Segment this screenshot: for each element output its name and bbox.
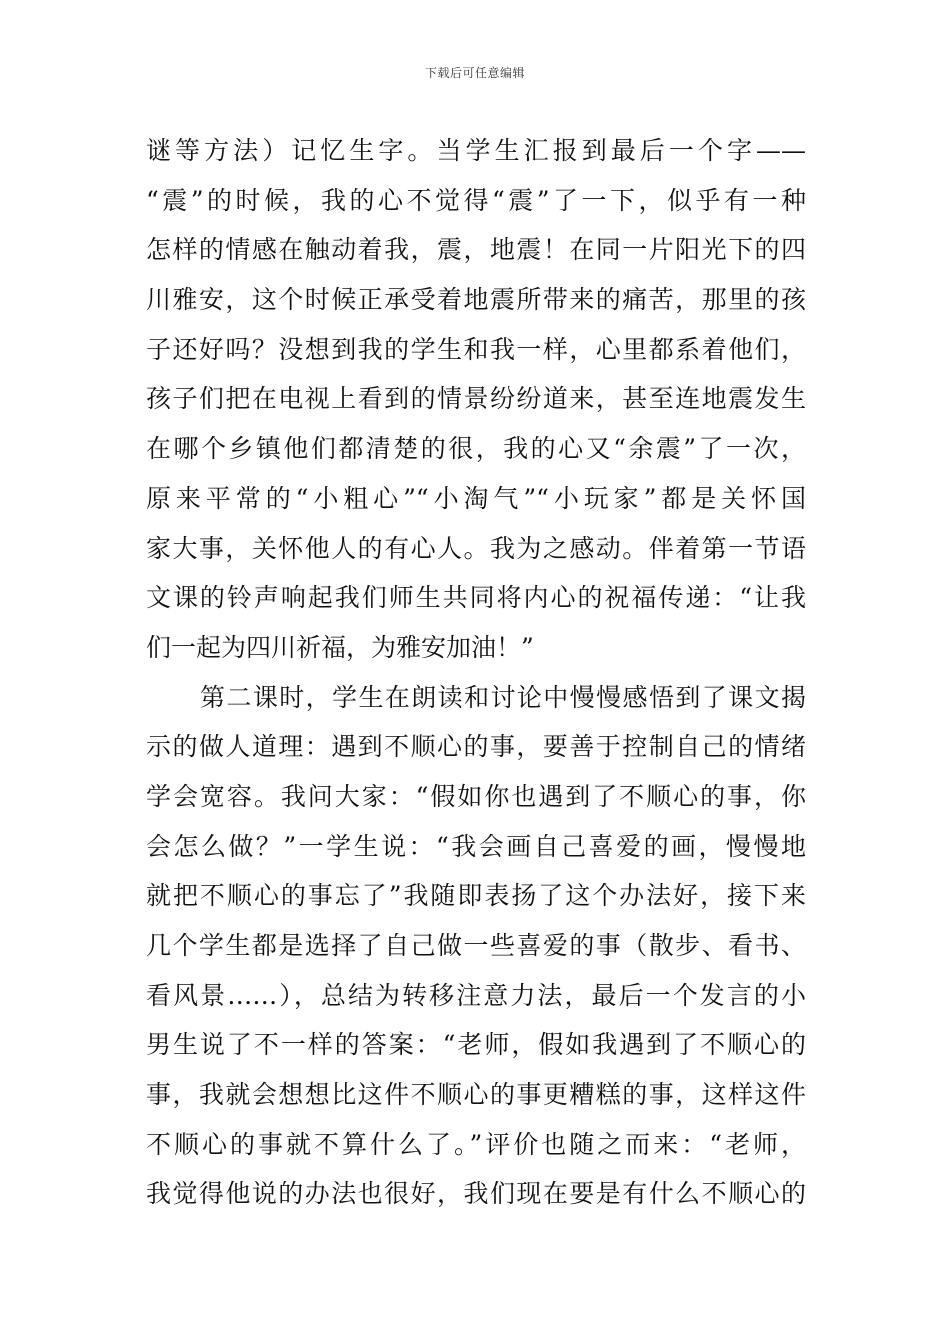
paragraph-1 [146,126,806,673]
text-line: 几个学生都是选择了自己做一些喜爱的事（散步、看书、 [146,931,806,960]
text-line: 第二课时，学生在朗读和讨论中慢慢感悟到了课文揭 [200,682,806,712]
text-line: 学会宽容。我问大家：“假如你也遇到了不顺心的事，你 [146,781,806,811]
text-line: 原来平常的“小粗心”“小淘气”“小玩家”都是关怀国 [146,483,806,513]
text-line: “震”的时候，我的心不觉得“震”了一下，似乎有一种 [146,185,806,215]
text-line: 孩子们把在电视上看到的情景纷纷道来，甚至连地震发生 [146,384,806,414]
text-line: 文课的铃声响起我们师生共同将内心的祝福传递：“让我 [146,583,806,613]
paragraph-2 [146,673,806,1220]
text-line: 我觉得他说的办法也很好，我们现在要是有什么不顺心的 [146,1179,806,1209]
text-line: 们一起为四川祈福，为雅安加油！” [146,632,534,662]
text-line: 就把不顺心的事忘了”我随即表扬了这个办法好，接下来 [146,881,806,911]
text-line: 会怎么做？”一学生说：“我会画自己喜爱的画，慢慢地 [146,831,806,861]
text-line: 家大事，关怀他人的有心人。我为之感动。伴着第一节语 [146,533,806,563]
text-line: 川雅安，这个时候正承受着地震所带来的痛苦，那里的孩 [146,285,806,315]
page-header: 下载后可任意编辑 [424,66,525,80]
text-line: 怎样的情感在触动着我，震，地震！在同一片阳光下的四 [146,235,806,265]
text-line: 示的做人道理：遇到不顺心的事，要善于控制自己的情绪 [146,732,806,762]
text-line: 看风景……），总结为转移注意力法，最后一个发言的小 [146,980,806,1010]
text-line: 不顺心的事就不算什么了。”评价也随之而来：“老师， [146,1129,806,1159]
text-line: 子还好吗？没想到我的学生和我一样，心里都系着他们， [146,334,806,364]
text-line: 在哪个乡镇他们都清楚的很，我的心又“余震”了一次， [146,434,806,464]
text-line: 男生说了不一样的答案：“老师，假如我遇到了不顺心的 [146,1030,806,1060]
text-line: 谜等方法）记忆生字。当学生汇报到最后一个字—— [146,136,806,165]
document-body [146,126,806,1219]
text-line: 事，我就会想想比这件不顺心的事更糟糕的事，这样这件 [146,1080,806,1110]
